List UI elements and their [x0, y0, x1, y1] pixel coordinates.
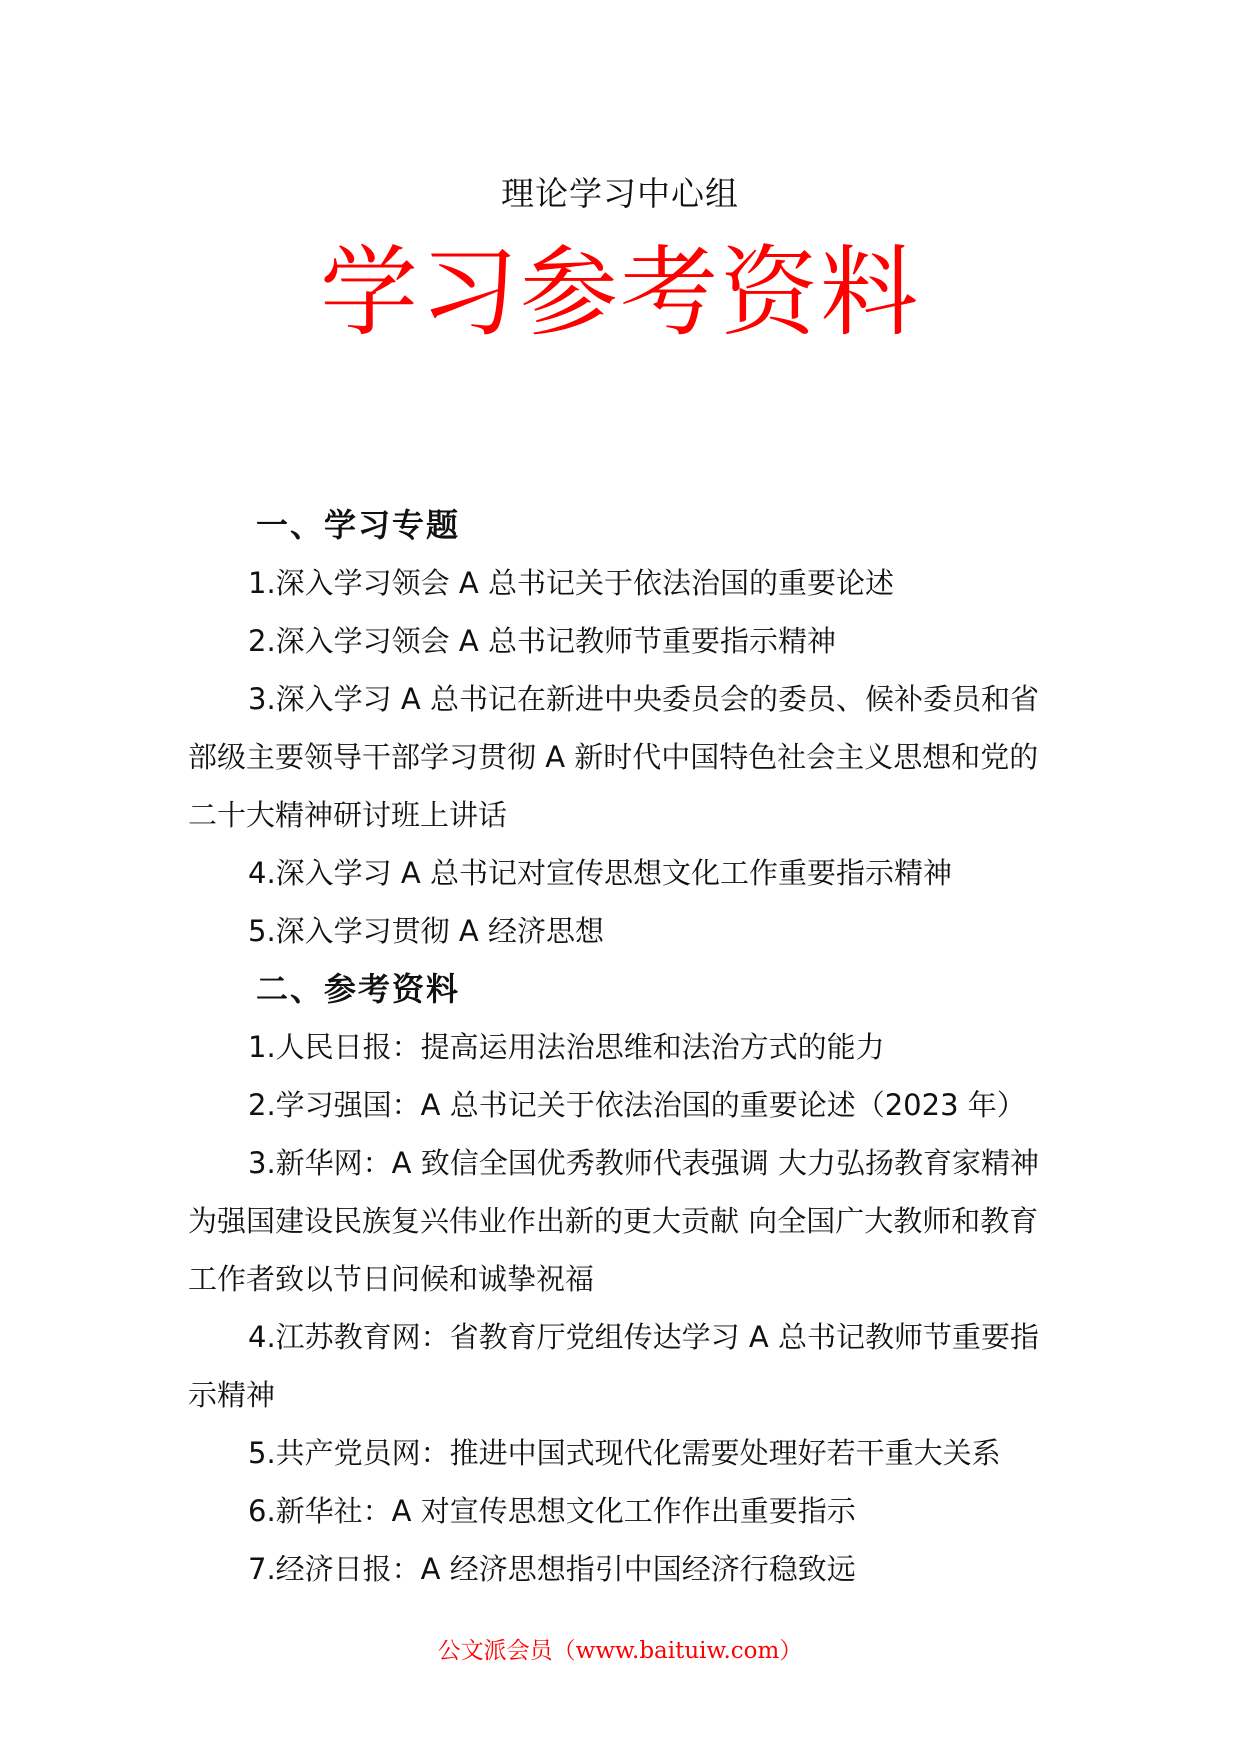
list-item: 6.新华社：A 对宣传思想文化工作作出重要指示 — [248, 1494, 856, 1528]
document-subtitle: 理论学习中心组 — [501, 174, 739, 213]
list-item: 2.深入学习领会 A 总书记教师节重要指示精神 — [248, 624, 836, 658]
document-title: 学习参考资料 — [319, 236, 920, 350]
document-body — [188, 496, 1054, 1598]
list-item: 3.深入学习 A 总书记在新进中央委员会的委员、候补委员和省部级主要领导干部学习贯彻 A 新时代中国特色社会主义思想和党的二十大精神研讨班上讲话 — [188, 682, 1039, 832]
footer-watermark: 公文派会员（www.baituiw.com） — [437, 1638, 803, 1664]
list-item: 4.江苏教育网：省教育厅党组传达学习 A 总书记教师节重要指示精神 — [188, 1320, 1039, 1412]
list-item: 5.深入学习贯彻 A 经济思想 — [248, 914, 604, 948]
section-reference-materials — [188, 960, 1054, 1598]
section-study-topics — [188, 496, 1054, 960]
list-item: 1.人民日报：提高运用法治思维和法治方式的能力 — [248, 1030, 885, 1064]
list-item: 2.学习强国：A 总书记关于依法治国的重要论述（2023 年） — [248, 1088, 1026, 1122]
section-heading: 二、参考资料 — [256, 970, 461, 1008]
list-item: 1.深入学习领会 A 总书记关于依法治国的重要论述 — [248, 566, 894, 600]
list-item: 7.经济日报：A 经济思想指引中国经济行稳致远 — [248, 1552, 856, 1586]
section-heading: 一、学习专题 — [256, 506, 461, 544]
list-item: 3.新华网：A 致信全国优秀教师代表强调 大力弘扬教育家精神 为强国建设民族复兴伟业作出新的更大贡献 向全国广大教师和教育工作者致以节日问候和诚挚祝福 — [188, 1146, 1039, 1296]
list-item: 4.深入学习 A 总书记对宣传思想文化工作重要指示精神 — [248, 856, 952, 890]
list-item: 5.共产党员网：推进中国式现代化需要处理好若干重大关系 — [248, 1436, 1001, 1470]
